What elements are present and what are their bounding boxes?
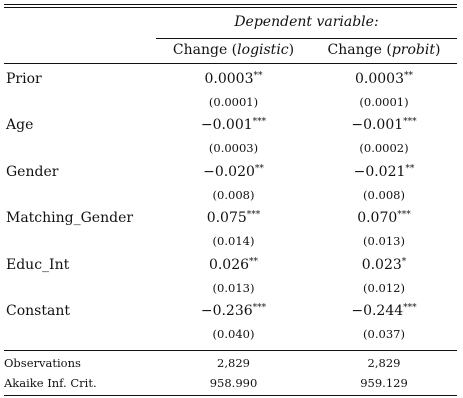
column-header-probit: Change (probit)	[327, 42, 441, 58]
header-rule	[4, 63, 457, 64]
bottom-rule	[4, 395, 457, 396]
se-logistic: (0.0003)	[208, 141, 259, 155]
table-row	[0, 115, 463, 137]
table-row-se	[0, 325, 463, 347]
table-row	[0, 69, 463, 91]
se-logistic: (0.013)	[212, 281, 255, 295]
coef-logistic: −0.001***	[200, 117, 267, 133]
coef-logistic: −0.020**	[203, 164, 264, 180]
coef-probit: 0.070***	[357, 210, 411, 226]
table-row	[0, 162, 463, 184]
footer-row-aic	[0, 375, 463, 393]
se-logistic: (0.040)	[212, 327, 255, 341]
dependent-variable-header: Dependent variable:	[234, 14, 379, 30]
row-label: Gender	[6, 164, 59, 180]
coef-logistic: −0.236***	[200, 303, 267, 319]
table-row	[0, 255, 463, 277]
table-row	[0, 301, 463, 323]
coef-logistic: 0.075***	[206, 210, 261, 226]
se-logistic: (0.0001)	[208, 95, 259, 109]
row-label: Matching_Gender	[6, 210, 134, 226]
row-label: Educ_Int	[6, 257, 70, 273]
footer-row-observations	[0, 355, 463, 373]
top-rule-1	[4, 4, 457, 5]
row-label: Age	[6, 117, 34, 133]
se-probit: (0.0001)	[359, 95, 409, 109]
footer-value-probit: 959.129	[360, 376, 408, 390]
se-probit: (0.037)	[363, 327, 405, 341]
table-row-se	[0, 186, 463, 208]
stats-rule	[4, 350, 457, 351]
table-row-se	[0, 93, 463, 115]
footer-value-logistic: 958.990	[209, 376, 258, 390]
table-row-se	[0, 139, 463, 161]
column-header-logistic: Change (logistic)	[172, 42, 295, 58]
se-probit: (0.008)	[363, 188, 405, 202]
table-row-se	[0, 232, 463, 254]
top-rule-2	[4, 7, 457, 8]
se-probit: (0.012)	[363, 281, 405, 295]
coef-probit: 0.0003**	[355, 71, 413, 87]
coef-probit: −0.244***	[351, 303, 417, 319]
coef-probit: −0.021**	[353, 164, 415, 180]
se-probit: (0.0002)	[359, 141, 409, 155]
se-logistic: (0.008)	[212, 188, 255, 202]
dependent-variable-underline	[156, 38, 457, 39]
row-label: Constant	[6, 303, 70, 319]
footer-value-logistic: 2,829	[217, 356, 250, 370]
row-label: Prior	[6, 71, 42, 87]
coef-logistic: 0.0003**	[204, 71, 263, 87]
table-row	[0, 208, 463, 230]
footer-label: Akaike Inf. Crit.	[4, 376, 97, 390]
coef-probit: 0.023*	[361, 257, 407, 273]
table-row-se	[0, 279, 463, 301]
coef-probit: −0.001***	[351, 117, 417, 133]
footer-value-probit: 2,829	[367, 356, 401, 370]
coef-logistic: 0.026**	[208, 257, 259, 273]
se-logistic: (0.014)	[212, 234, 255, 248]
se-probit: (0.013)	[363, 234, 405, 248]
footer-label: Observations	[4, 356, 81, 370]
